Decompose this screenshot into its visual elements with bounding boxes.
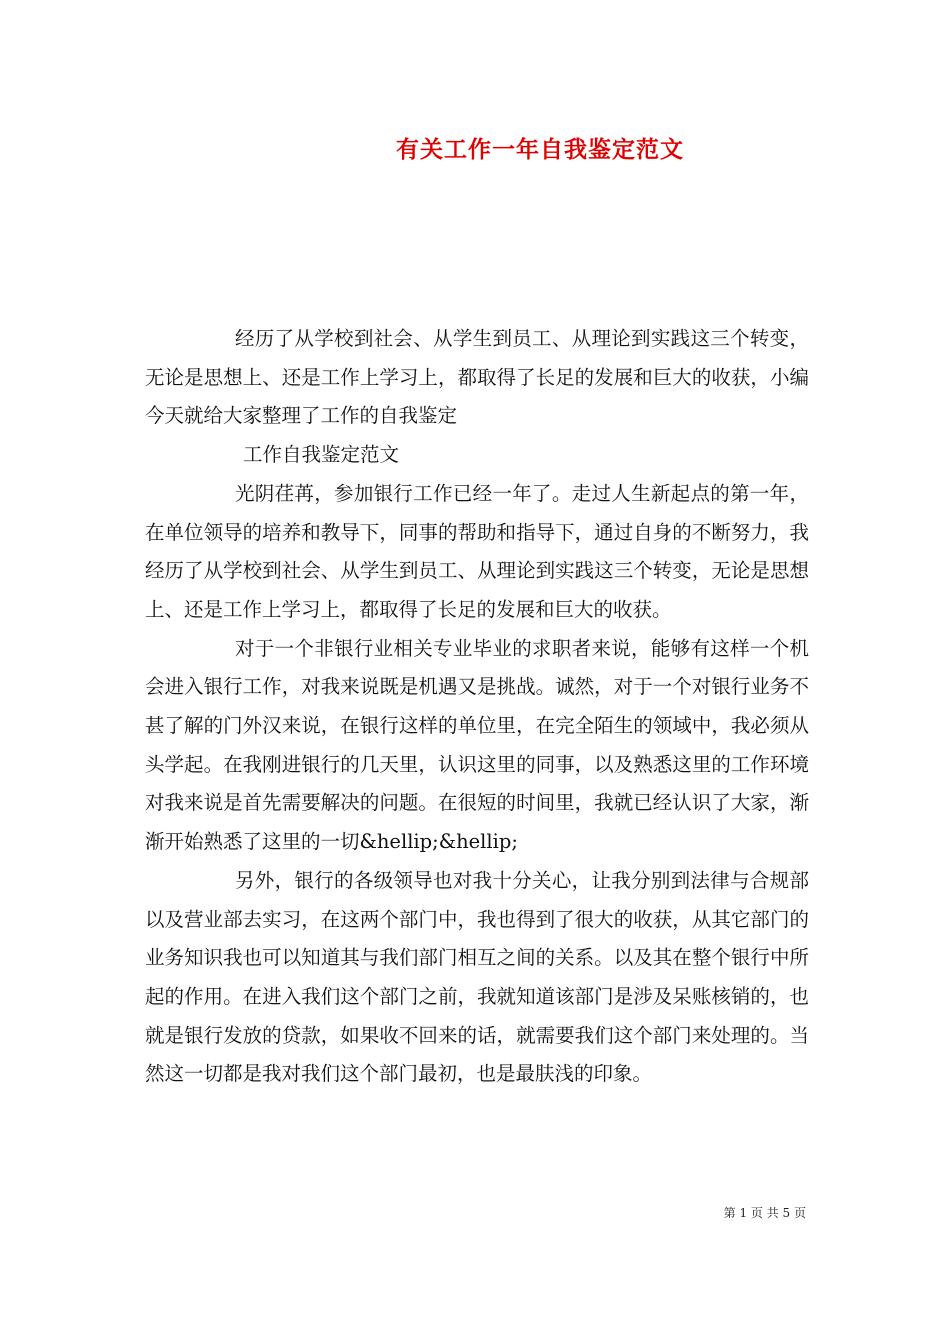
paragraph-opportunity: 对于一个非银行业相关专业毕业的求职者来说，能够有这样一个机会进入银行工作，对我来说既是机遇又是挑战。诚然，对于一个对银行业务不甚了解的门外汉来说，在银行这样的单位里，在完全陌生的领域中，我必须从头学起。在我刚进银行的几天里，认识这里的同事，以及熟悉这里的工作环境对我来说是首先需要解决的问题。在很短的时间里，我就已经认识了大家，渐渐开始熟悉了这里的一切&hellip;&hellip; [145, 636, 809, 854]
paragraph-first-year: 光阴荏苒，参加银行工作已经一年了。走过人生新起点的第一年，在单位领导的培养和教导下，同事的帮助和指导下，通过自身的不断努力，我经历了从学校到社会、从学生到员工、从理论到实践这三个转变，无论是思想上、还是工作上学习上，都取得了长足的发展和巨大的收获。 [145, 481, 809, 621]
page-number-footer: 第 1 页 共 5 页 [723, 1206, 806, 1220]
document-title: 有关工作一年自我鉴定范文 [396, 136, 684, 163]
paragraph-subheading: 工作自我鉴定范文 [243, 443, 400, 467]
document-body [145, 320, 809, 1094]
paragraph-intro: 经历了从学校到社会、从学生到员工、从理论到实践这三个转变，无论是思想上、还是工作上学习上，都取得了长足的发展和巨大的收获，小编今天就给大家整理了工作的自我鉴定 [145, 327, 809, 428]
paragraph-departments: 另外，银行的各级领导也对我十分关心，让我分别到法律与合规部以及营业部去实习，在这两个部门中，我也得到了很大的收获，从其它部门的业务知识我也可以知道其与我们部门相互之间的关系。以及其在整个银行中所起的作用。在进入我们这个部门之前，我就知道该部门是涉及呆账核销的，也就是银行发放的贷款，如果收不回来的话，就需要我们这个部门来处理的。当然这一切都是我对我们这个部门最初，也是最肤浅的印象。 [145, 868, 809, 1086]
